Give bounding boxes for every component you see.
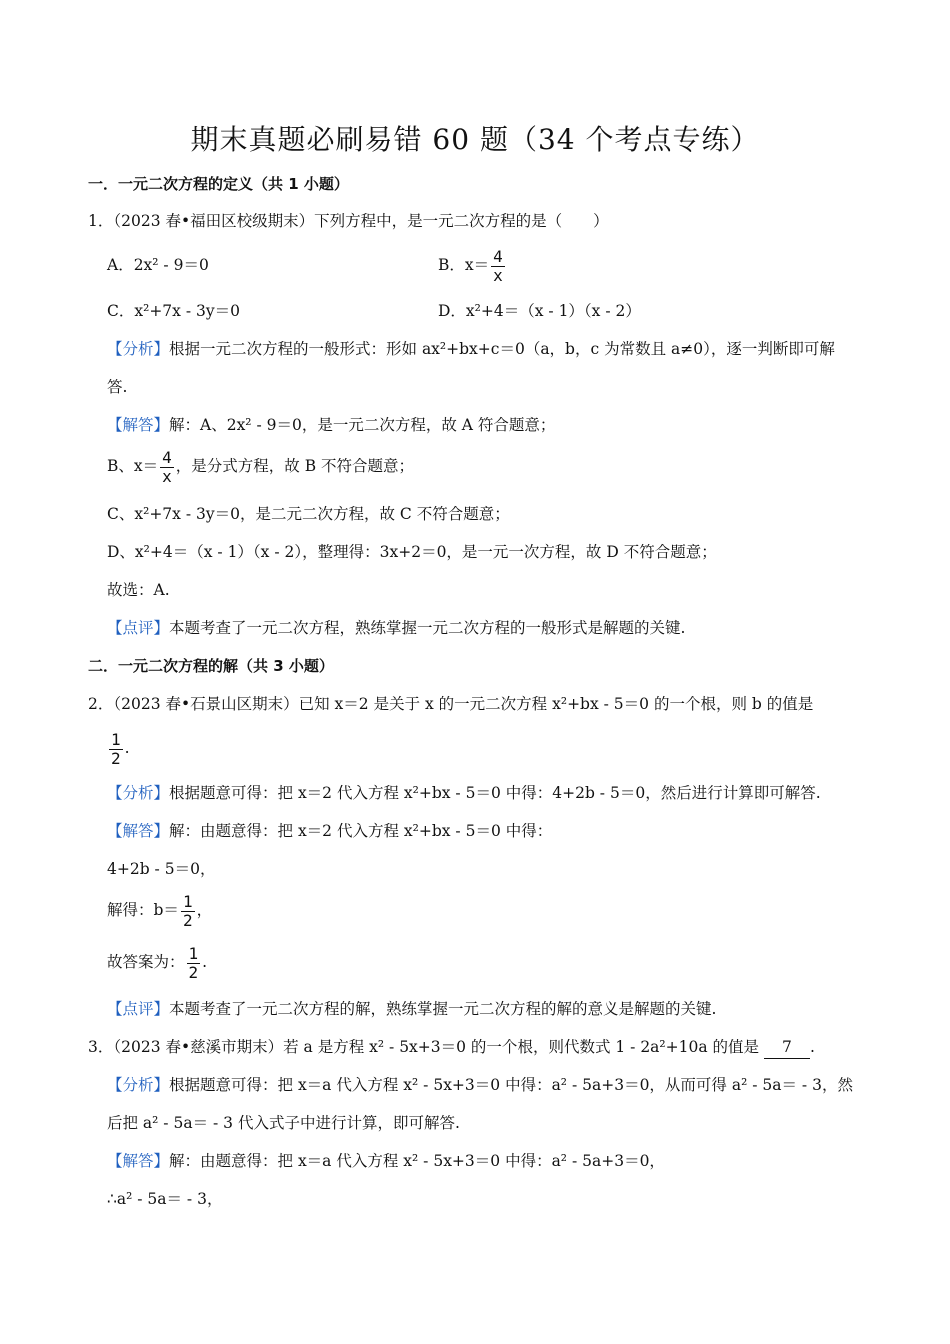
q3-answer (107, 1150, 665, 1172)
answer-tag: 【解答】 (107, 1152, 170, 1170)
q1-analysis-cont: 答. (107, 378, 128, 396)
q1-answer-b-pre: B、x＝ (107, 457, 159, 475)
q2-blank-answer (107, 726, 130, 770)
q3-answer-step: ∴a² - 5a＝ - 3， (107, 1190, 223, 1208)
q1-option-d: D．x²+4＝（x - 1）（x - 2） (438, 302, 641, 320)
q1-analysis (107, 338, 835, 360)
q1-option-c: C．x²+7x - 3y＝0 (107, 302, 240, 320)
q2-analysis (107, 782, 821, 804)
fraction-denominator: 2 (188, 962, 199, 982)
section-heading-1: 一．一元二次方程的定义（共 1 小题） (88, 175, 349, 193)
q2-answer (107, 820, 552, 842)
q1-comment (107, 617, 685, 639)
q2-final-post: . (202, 953, 208, 971)
fraction-denominator: x (493, 265, 503, 285)
q3-analysis (107, 1074, 853, 1096)
q1-answer-d: D、x²+4＝（x - 1）（x - 2），整理得：3x+2＝0，是一元一次方程，故 D 不符合题意； (107, 543, 717, 561)
q1-comment-text: 本题考查了一元二次方程，熟练掌握一元二次方程的一般形式是解题的关键. (169, 619, 686, 637)
q1-answer-b (107, 444, 414, 488)
q3-stem-text: 3．（2023 春•慈溪市期末）若 a 是方程 x² - 5x+3＝0 的一个根，则代数式 1 - 2a²+10a 的值是 (88, 1038, 764, 1056)
q1-answer-text: 解：A、2x² - 9＝0，是一元二次方程，故 A 符合题意； (169, 416, 556, 434)
q1-answer (107, 414, 555, 436)
comment-tag: 【点评】 (107, 619, 170, 637)
q2-comment-text: 本题考查了一元二次方程的解，熟练掌握一元二次方程的解的意义是解题的关键. (169, 1000, 717, 1018)
fraction-numerator: 1 (111, 729, 121, 749)
q1-analysis-text: 根据一元二次方程的一般形式：形如 ax²+bx+c＝0（a，b，c 为常数且 a≠0），逐一判断即可解 (169, 340, 835, 358)
q3-stem-post: . (809, 1038, 815, 1056)
q1-answer-b-fraction (160, 449, 174, 486)
q2-answer-solve (107, 888, 212, 932)
q1-option-b (438, 243, 507, 287)
answer-tag: 【解答】 (107, 822, 170, 840)
q2-solve-pre: 解得：b＝ (107, 901, 179, 919)
fraction-denominator: 2 (182, 910, 193, 930)
q2-answer-text: 解：由题意得：把 x＝2 代入方程 x²+bx - 5＝0 中得： (169, 822, 553, 840)
q2-answer-final (107, 940, 207, 984)
analysis-tag: 【分析】 (107, 1076, 170, 1094)
q1-option-a: A．2x² - 9＝0 (107, 256, 209, 274)
fraction-numerator: 1 (188, 943, 199, 963)
fraction-denominator: 2 (111, 748, 121, 768)
q2-answer-step: 4+2b - 5＝0， (107, 860, 216, 878)
q2-analysis-text: 根据题意可得：把 x＝2 代入方程 x²+bx - 5＝0 中得：4+2b - 5＝0，然后进行计算即可解答. (169, 784, 821, 802)
answer-tag: 【解答】 (107, 416, 170, 434)
fraction-numerator: 4 (493, 246, 503, 266)
q2-solve-post: ， (196, 901, 213, 919)
section-heading-2: 二．一元二次方程的解（共 3 小题） (88, 657, 334, 675)
q3-analysis-cont: 后把 a² - 5a＝ - 3 代入式子中进行计算，即可解答. (107, 1114, 460, 1132)
analysis-tag: 【分析】 (107, 340, 170, 358)
q2-stem: 2．（2023 春•石景山区期末）已知 x＝2 是关于 x 的一元二次方程 x²+bx - 5＝0 的一个根，则 b 的值是 (88, 695, 814, 713)
q3-stem (88, 1036, 815, 1059)
q1-answer-b-post: ，是分式方程，故 B 不符合题意； (175, 457, 415, 475)
q1-option-b-fraction (491, 248, 505, 285)
q2-blank-tail: . (124, 739, 130, 757)
q2-final-pre: 故答案为： (107, 953, 185, 971)
q2-final-fraction (187, 945, 201, 982)
q2-solve-fraction (181, 893, 195, 930)
page-title: 期末真题必刷易错 60 题（34 个考点专练） (190, 123, 760, 156)
analysis-tag: 【分析】 (107, 784, 170, 802)
q1-answer-c: C、x²+7x - 3y＝0，是二元二次方程，故 C 不符合题意； (107, 505, 510, 523)
q3-analysis-text: 根据题意可得：把 x＝a 代入方程 x² - 5x+3＝0 中得：a² - 5a+3＝0，从而可得 a² - 5a＝ - 3，然 (169, 1076, 853, 1094)
q3-answer-text: 解：由题意得：把 x＝a 代入方程 x² - 5x+3＝0 中得：a² - 5a+3＝0， (169, 1152, 665, 1170)
comment-tag: 【点评】 (107, 1000, 170, 1018)
fraction-denominator: x (162, 466, 172, 486)
q2-comment (107, 998, 716, 1020)
q2-fraction (109, 731, 123, 768)
q3-answer-blank: 7 (764, 1036, 810, 1059)
fraction-numerator: 4 (162, 447, 172, 467)
q1-option-b-label: B．x＝ (438, 256, 490, 274)
q1-stem: 1．（2023 春•福田区校级期末）下列方程中，是一元二次方程的是（ ） (88, 212, 609, 230)
q1-answer-choice: 故选：A. (107, 581, 170, 599)
fraction-numerator: 1 (182, 891, 193, 911)
